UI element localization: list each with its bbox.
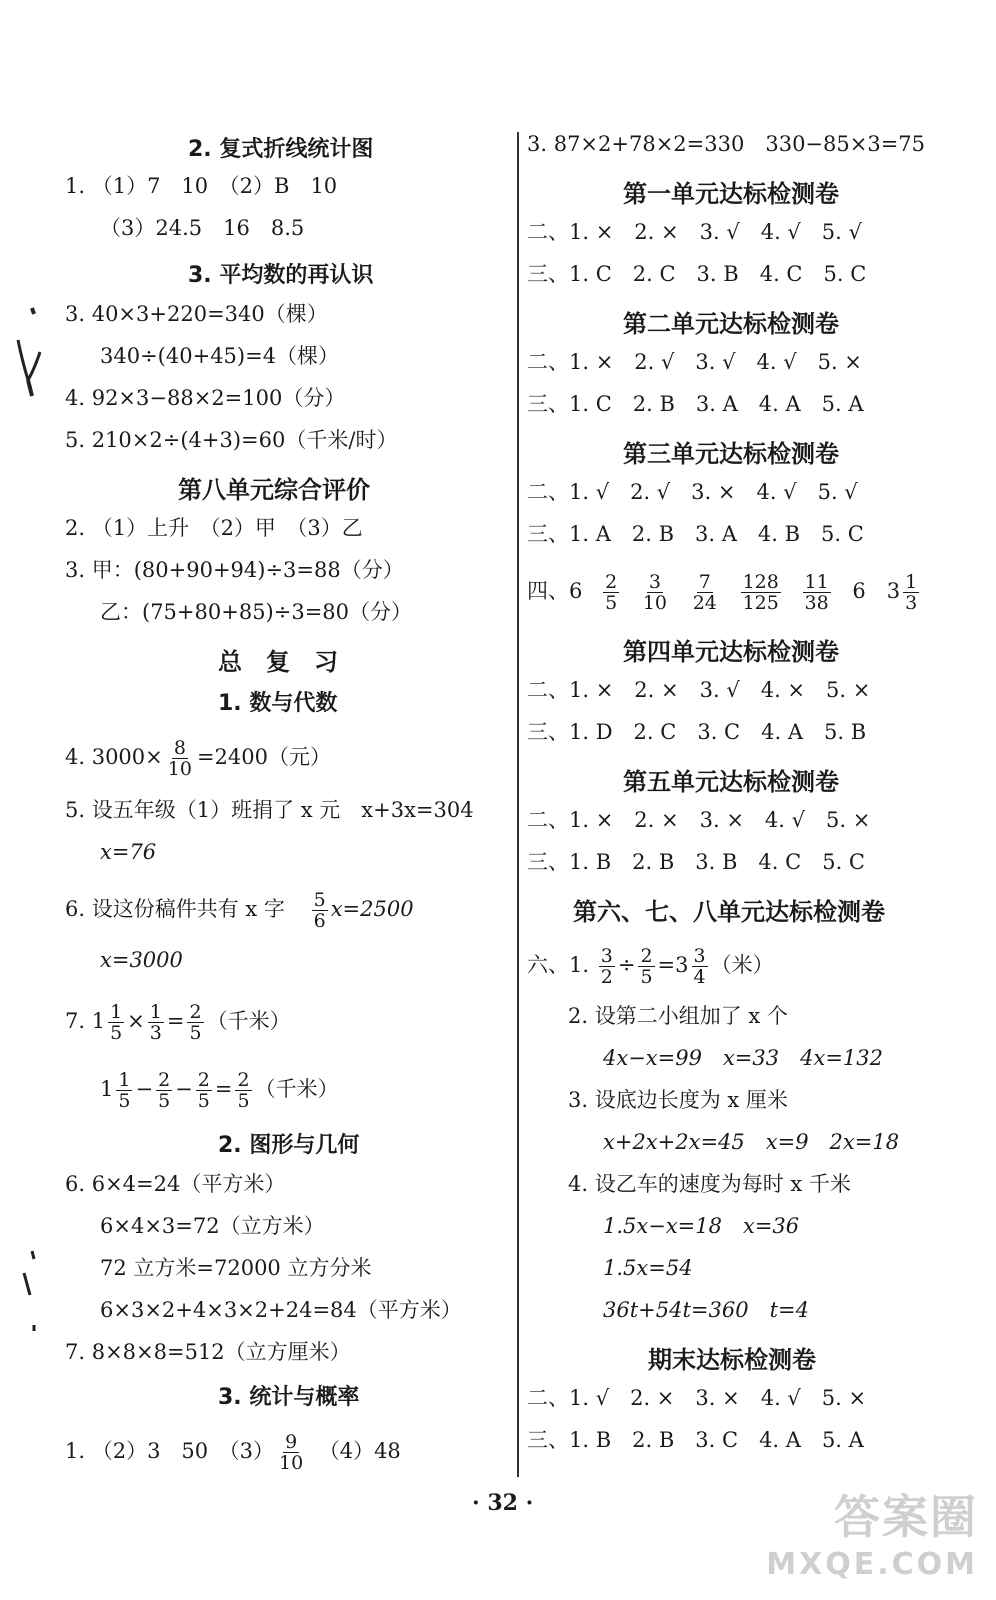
- answer-line: 四、6 $\frac{2}{5}$ $\frac{3}{10}$ $\frac{7}{24}$ $\frac{128}{125}$ $\frac{11}{38}$ 6 3 $\frac{1}{3}$: [527, 571, 918, 614]
- fraction: $\frac{3}{10}$: [642, 571, 668, 614]
- answer-line: 7. 8×8×8=512（立方厘米）: [65, 1340, 351, 1364]
- answer-line: 三、1. B 2. B 3. C 4. A 5. A: [527, 1428, 864, 1452]
- pen-mark-icon: [10, 1245, 50, 1345]
- answer-line: 二、1. √ 2. √ 3. × 4. √ 5. √: [527, 480, 858, 504]
- answer-line: 6. 设这份稿件共有 x 字 $\frac{5}{6}$ x=2500: [65, 889, 414, 932]
- answer-line: 二、1. × 2. √ 3. √ 4. √ 5. ×: [527, 350, 862, 374]
- fraction: $\frac{9}{10}$: [279, 1431, 304, 1474]
- fraction: $\frac{2}{5}$: [605, 571, 618, 614]
- answer-line: 1. （2）3 50 （3） $\frac{9}{10}$ （4）48: [65, 1431, 401, 1474]
- answer-line: 1. （1）7 10 （2）B 10: [65, 174, 338, 198]
- fraction: $\frac{2}{5}$: [640, 945, 653, 988]
- answer-line: 3. 87×2+78×2=330 330−85×3=75: [527, 132, 926, 156]
- answer-line: 1 $\frac{1}{5}$ − $\frac{2}{5}$ − $\frac{2}{5}$ = $\frac{2}{5}$ （千米）: [100, 1069, 339, 1112]
- fraction: $\frac{1}{5}$: [118, 1069, 131, 1112]
- answer-line: （3）24.5 16 8.5: [100, 216, 305, 240]
- answer-line: 乙：(75+80+85)÷3=80（分）: [100, 600, 413, 624]
- fraction: $\frac{2}{5}$: [158, 1069, 171, 1112]
- answer-line: 二、1. × 2. × 3. × 4. √ 5. ×: [527, 808, 871, 832]
- fraction: $\frac{3}{4}$: [693, 945, 706, 988]
- fraction: $\frac{1}{3}$: [905, 571, 918, 614]
- fraction: $\frac{1}{3}$: [149, 1001, 162, 1044]
- answer-line: 4. 92×3−88×2=100（分）: [65, 386, 346, 410]
- heading-unit2-test: 第二单元达标检测卷: [623, 310, 839, 338]
- heading-unit5-test: 第五单元达标检测卷: [623, 768, 839, 796]
- answer-line: 3. 设底边长度为 x 厘米: [568, 1088, 788, 1112]
- answer-line: 三、1. B 2. B 3. B 4. C 5. C: [527, 850, 865, 874]
- fraction: $\frac{2}{5}$: [197, 1069, 210, 1112]
- answer-line: 1.5x−x=18 x=36: [603, 1214, 800, 1238]
- answer-line: 6×3×2+4×3×2+24=84（平方米）: [100, 1298, 462, 1322]
- answer-line: 340÷(40+45)=4（棵）: [100, 344, 340, 368]
- answer-line: 3. 40×3+220=340（棵）: [65, 302, 328, 326]
- answer-line: x+2x+2x=45 x=9 2x=18: [603, 1130, 900, 1154]
- fraction: $\frac{3}{2}$: [600, 945, 613, 988]
- fraction: $\frac{2}{5}$: [189, 1001, 202, 1044]
- fraction: $\frac{11}{38}$: [804, 571, 829, 614]
- answer-line: 36t+54t=360 t=4: [603, 1298, 809, 1322]
- heading-statistics: 3. 统计与概率: [218, 1385, 360, 1410]
- answer-line: 5. 设五年级（1）班捐了 x 元 x+3x=304: [65, 798, 474, 822]
- heading-number-algebra: 1. 数与代数: [218, 691, 338, 716]
- answer-line: 7. 1 $\frac{1}{5}$ × $\frac{1}{3}$ = $\frac{2}{5}$ （千米）: [65, 1001, 291, 1044]
- heading-unit8-review: 第八单元综合评价: [178, 476, 370, 504]
- answer-line: 三、1. C 2. B 3. A 4. A 5. A: [527, 392, 864, 416]
- answer-line: 6. 6×4=24（平方米）: [65, 1172, 286, 1196]
- answer-line: 6×4×3=72（立方米）: [100, 1214, 325, 1238]
- heading-general-review: 总 复 习: [218, 648, 338, 676]
- heading-final-test: 期末达标检测卷: [648, 1346, 816, 1374]
- answer-line: 4x−x=99 x=33 4x=132: [603, 1046, 884, 1070]
- answer-line: 2. 设第二小组加了 x 个: [568, 1004, 788, 1028]
- fraction: $\frac{2}{5}$: [237, 1069, 250, 1112]
- answer-line: 二、1. × 2. × 3. √ 4. √ 5. √: [527, 220, 862, 244]
- watermark-logo: 答案圈 MXQE.COM: [766, 1490, 978, 1582]
- heading-unit1-test: 第一单元达标检测卷: [623, 180, 839, 208]
- heading-unit3-test: 第三单元达标检测卷: [623, 440, 839, 468]
- heading-average: 3. 平均数的再认识: [188, 263, 374, 288]
- answer-line: 4. 设乙车的速度为每时 x 千米: [568, 1172, 851, 1196]
- heading-unit678-test: 第六、七、八单元达标检测卷: [573, 898, 885, 926]
- answer-line: 三、1. A 2. B 3. A 4. B 5. C: [527, 522, 864, 546]
- heading-line-chart: 2. 复式折线统计图: [188, 137, 374, 162]
- pen-mark-icon: [4, 300, 54, 410]
- answer-line: 二、1. × 2. × 3. √ 4. × 5. ×: [527, 678, 871, 702]
- heading-geometry: 2. 图形与几何: [218, 1133, 360, 1158]
- answer-line: 4. 3000× $\frac{8}{10}$ =2400（元）: [65, 737, 331, 780]
- answer-line: 二、1. √ 2. × 3. × 4. √ 5. ×: [527, 1386, 867, 1410]
- answer-line: 三、1. C 2. C 3. B 4. C 5. C: [527, 262, 867, 286]
- answer-line: x=76: [100, 840, 157, 864]
- answer-line: 2. （1）上升 （2）甲 （3）乙: [65, 516, 363, 540]
- heading-unit4-test: 第四单元达标检测卷: [623, 638, 839, 666]
- answer-line: 5. 210×2÷(4+3)=60（千米/时）: [65, 428, 398, 452]
- fraction: $\frac{8}{10}$: [167, 737, 192, 780]
- answer-line: 1.5x=54: [603, 1256, 693, 1280]
- column-divider: [517, 132, 519, 1477]
- page-number: · 32 ·: [472, 1490, 534, 1516]
- answer-line: 72 立方米=72000 立方分米: [100, 1256, 372, 1280]
- fraction: $\frac{5}{6}$: [313, 889, 326, 932]
- fraction: $\frac{128}{125}$: [742, 571, 779, 614]
- answer-line: 3. 甲：(80+90+94)÷3=88（分）: [65, 558, 404, 582]
- answer-line: x=3000: [100, 948, 183, 972]
- fraction: $\frac{1}{5}$: [110, 1001, 123, 1044]
- answer-line: 六、1. $\frac{3}{2}$ ÷ $\frac{2}{5}$ =3 $\frac{3}{4}$ （米）: [527, 945, 774, 988]
- fraction: $\frac{7}{24}$: [692, 571, 717, 614]
- answer-line: 三、1. D 2. C 3. C 4. A 5. B: [527, 720, 867, 744]
